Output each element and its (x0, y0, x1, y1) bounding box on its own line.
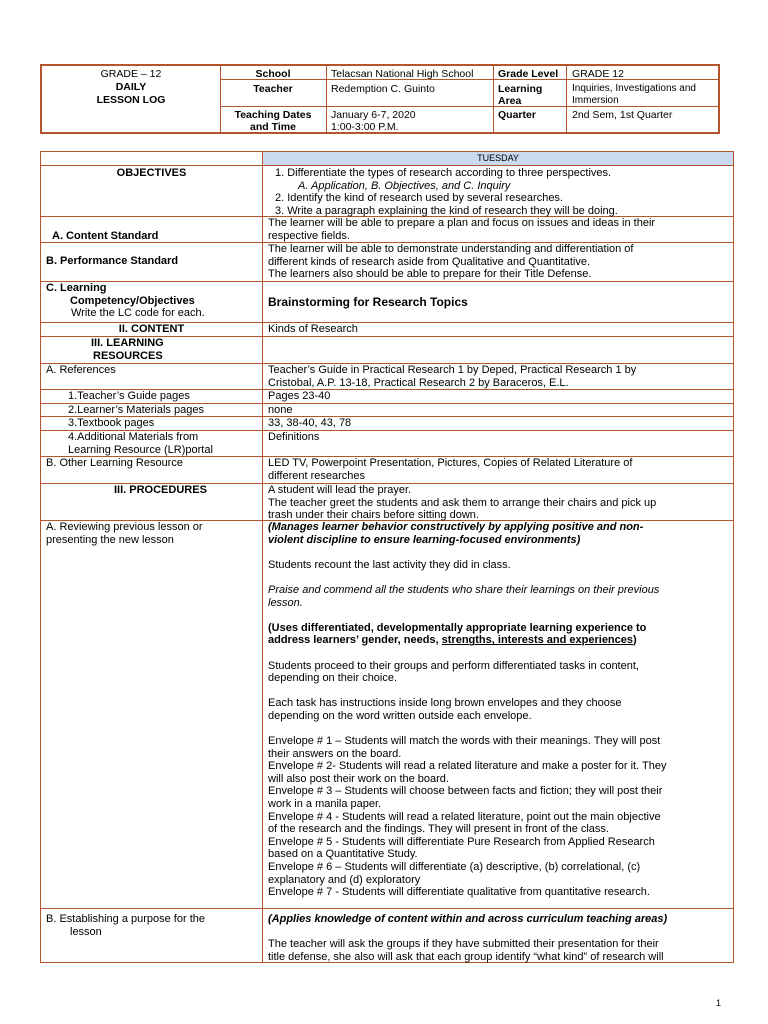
content-standard-label: A. Content Standard (52, 230, 159, 242)
references-text: Teacher’s Guide in Practical Research 1 by Deped, Practical Research 1 by Cristobal, A.P. 13-18, Practical Research 2 by Baraceros, E.L. (268, 364, 637, 389)
quarter-value: 2nd Sem, 1st Quarter (572, 109, 673, 121)
envelope-line: based on a Quantitative Study. (268, 848, 418, 861)
objective-1-sub: A. Application, B. Objectives, and C. Inquiry (298, 179, 511, 192)
performance-standard-label: B. Performance Standard (46, 255, 179, 267)
purpose-text: (Applies knowledge of content within and across curriculum teaching areas) The teacher will ask the groups if they have submitted their presentation for their title defense, she also will ask that each group identify “what kind” of research will (268, 913, 728, 963)
header-table (40, 64, 720, 134)
procedures-text: A student will lead the prayer. The teacher greet the students and ask them to arrange their chairs and pick up trash under their chairs before sitting down. (268, 484, 657, 522)
learning-resources-label: III. LEARNING RESOURCES (91, 337, 164, 362)
competency-note: Write the LC code for each. (71, 307, 205, 319)
praise-text: Praise and commend all the students who share their learnings on their previous lesson. (268, 583, 660, 609)
grade-line: GRADE – 12 (100, 68, 162, 80)
school-value: Telacsan National High School (331, 68, 474, 80)
objective-3: 3. Write a paragraph explaining the kind of research they will be doing. (275, 204, 618, 217)
lesson-log-label: LESSON LOG (96, 94, 166, 106)
day-header: TUESDAY (263, 152, 733, 165)
groups-text: Students proceed to their groups and perform differentiated tasks in content, depending on their choice. (268, 659, 639, 685)
school-label: School (255, 68, 291, 80)
performance-standard-text: The learner will be able to demonstrate understanding and differentiation of different kinds of research aside from Qualitative and Quantitative. The learners also should be able to prepare for their Title Defense. (268, 243, 634, 281)
additional-materials-label: 4.Additional Materials from Learning Resource (LR)portal (68, 431, 213, 456)
lesson-table (40, 151, 734, 963)
procedures-label: III. PROCEDURES (114, 484, 207, 496)
envelope-line: of the research and the findings. They will present in front of the class. (268, 823, 609, 836)
quarter-label: Quarter (498, 109, 536, 121)
column-divider (262, 152, 263, 962)
envelope-line: Envelope # 1 – Students will match the words with their meanings. They will post (268, 735, 661, 748)
envelopes-intro: Each task has instructions inside long brown envelopes and they choose depending on the word written outside each envelope. (268, 697, 622, 722)
purpose-note: (Applies knowledge of content within and across curriculum teaching areas) (268, 913, 668, 925)
textbook-pages-label: 3.Textbook pages (68, 417, 155, 429)
learning-area-value: Inquiries, Investigations and Immersion (572, 83, 696, 106)
teachers-guide-value: Pages 23-40 (268, 390, 331, 402)
grade-level-label: Grade Level (498, 68, 559, 80)
references-label: A. References (46, 364, 116, 376)
purpose-label: B. Establishing a purpose for the lesson (46, 913, 205, 938)
teacher-label: Teacher (253, 83, 293, 95)
daily-label: DAILY (115, 81, 147, 93)
envelope-line: Envelope # 6 – Students will differentiate (a) descriptive, (b) correlational, (c) (268, 861, 641, 874)
learning-area-label: Learning Area (498, 83, 543, 107)
content-label: II. CONTENT (118, 323, 185, 335)
content-standard-text: The learner will be able to prepare a plan and focus on issues and ideas in their respective fields. (268, 217, 656, 242)
differentiated-note: (Uses differentiated, developmentally appropriate learning experience to address learners’ gender, needs, strengths, interests and experiences) (268, 621, 647, 647)
content-value: Kinds of Research (268, 323, 358, 335)
objective-2: 2. Identify the kind of research used by several researches. (275, 192, 563, 205)
reviewing-text (268, 521, 728, 899)
envelope-line: will also post their work on the board. (268, 772, 449, 785)
envelope-line: their answers on the board. (268, 747, 402, 760)
teaching-dates-label: Teaching Dates and Time (234, 109, 312, 133)
reviewing-label: A. Reviewing previous lesson or presenting the new lesson (46, 521, 203, 546)
page-number: 1 (716, 998, 722, 1008)
learners-materials-value: none (268, 404, 293, 416)
teaching-dates-value: January 6-7, 2020 1:00-3:00 P.M. (331, 109, 416, 133)
row-line (41, 165, 733, 166)
objectives-label: OBJECTIVES (116, 167, 187, 179)
envelope-line: Envelope # 2- Students will read a related literature and make a poster for it. They (268, 760, 667, 773)
header-divider (493, 66, 494, 132)
envelope-line: Envelope # 4 - Students will read a related literature, point out the main objective (268, 810, 661, 823)
envelope-line: Envelope # 3 – Students will choose between facts and fiction; they will post their (268, 785, 663, 798)
textbook-pages-value: 33, 38-40, 43, 78 (268, 417, 352, 429)
recount-text: Students recount the last activity they did in class. (268, 558, 511, 571)
additional-materials-value: Definitions (268, 431, 320, 443)
envelope-line: Envelope # 7 - Students will differentiate qualitative from quantitative research. (268, 886, 650, 899)
competency-value: Brainstorming for Research Topics (268, 295, 468, 309)
header-divider (566, 66, 567, 132)
lesson-log-title (42, 66, 220, 132)
envelope-line: Envelope # 5 - Students will differentiate Pure Research from Applied Research (268, 835, 655, 848)
objective-1: 1. Differentiate the types of research according to three perspectives. (275, 167, 612, 179)
teacher-value: Redemption C. Guinto (331, 83, 435, 95)
behavior-note: (Manages learner behavior constructively by applying positive and non- violent discipline to ensure learning-focused environments) (268, 521, 644, 546)
header-divider (326, 66, 327, 132)
other-resource-label: B. Other Learning Resource (46, 457, 183, 469)
grade-level-value: GRADE 12 (572, 68, 624, 80)
other-resource-text: LED TV, Powerpoint Presentation, Pictures, Copies of Related Literature of different researches (268, 457, 633, 482)
envelope-line: work in a manila paper. (268, 798, 382, 811)
row-line (41, 908, 733, 909)
competency-label: C. Learning Competency/Objectives (46, 282, 195, 307)
teachers-guide-label: 1.Teacher’s Guide pages (68, 390, 190, 402)
envelope-list (268, 735, 728, 899)
learners-materials-label: 2.Learner’s Materials pages (68, 404, 204, 416)
envelope-line: explanatory and (d) exploratory (268, 873, 421, 886)
